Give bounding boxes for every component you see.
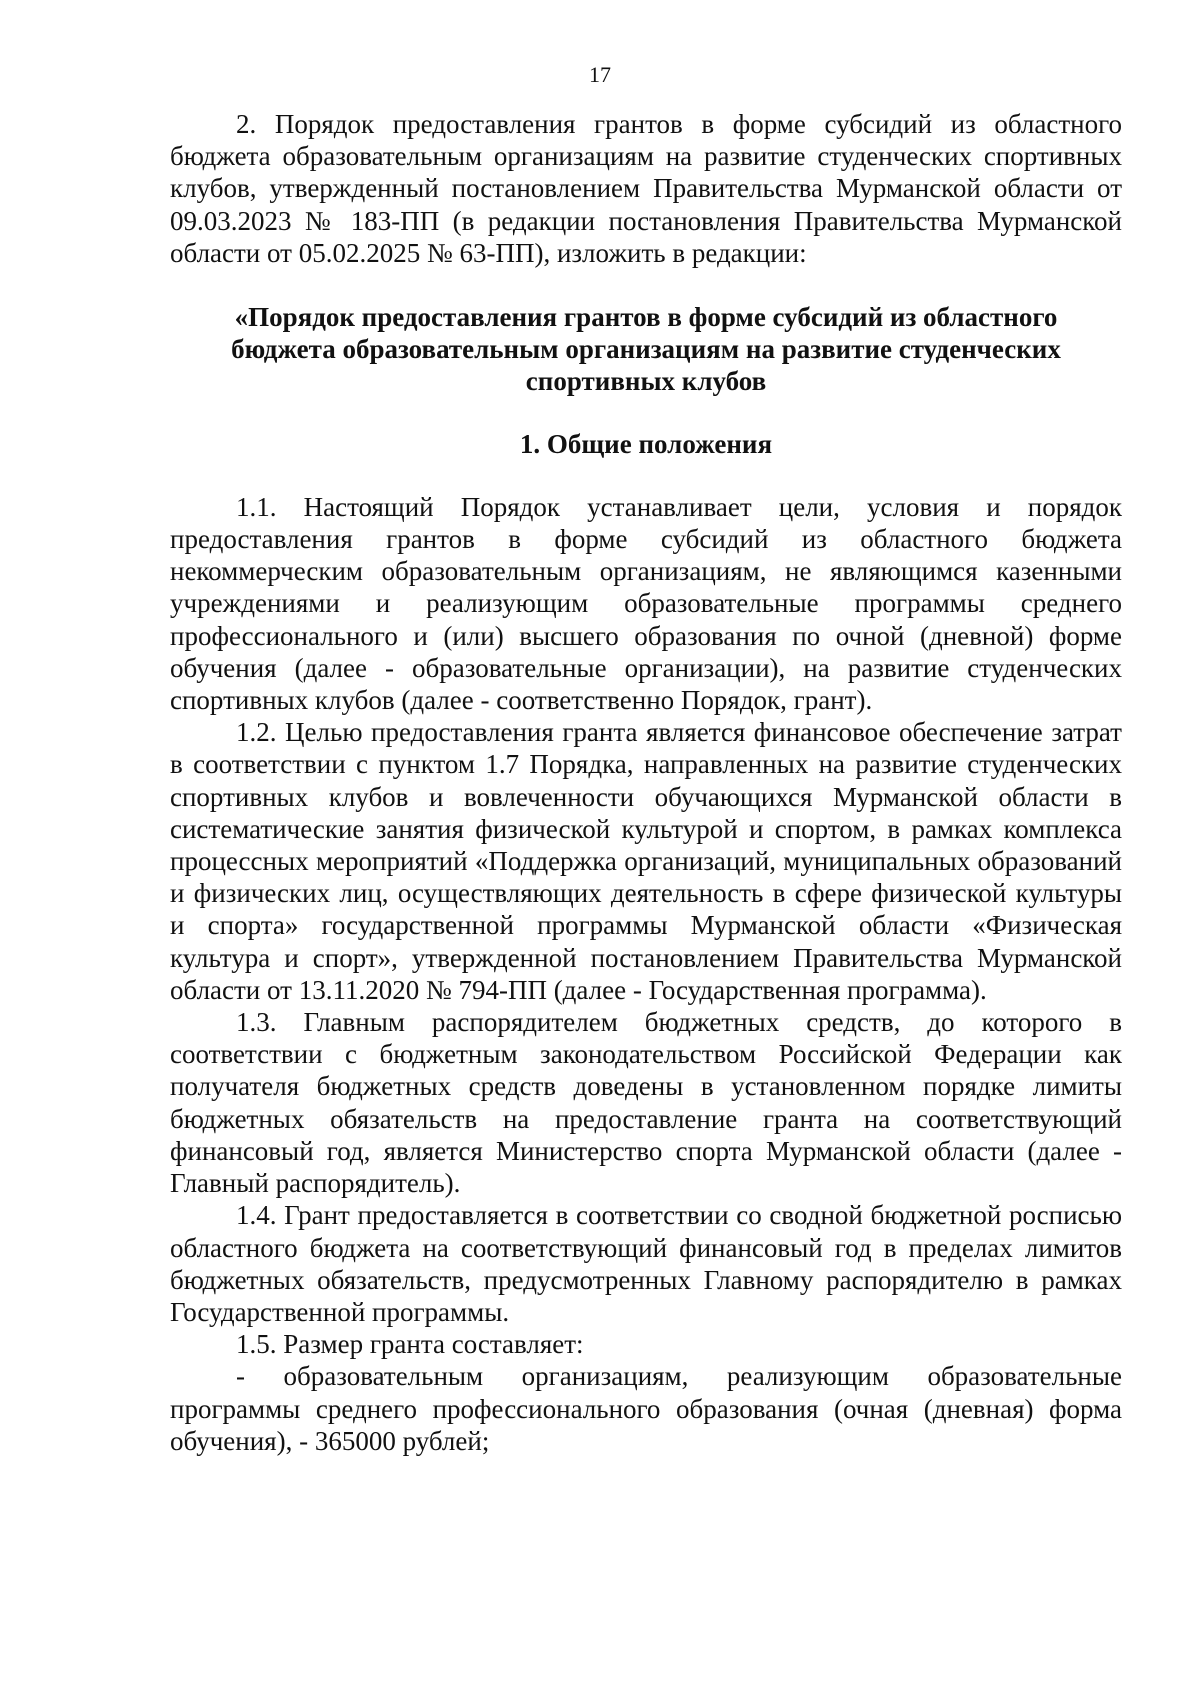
document-title: «Порядок предоставления грантов в форме субсидий из областного бюджета образовательным организациям на развитие студенческих спортивных клубов (231, 302, 1061, 397)
document-body (170, 108, 1122, 1457)
list-item: - образовательным организациям, реализующим образовательные программы среднего профессионального образования (очная (дневная) форма обучения), - 365000 рублей; (170, 1361, 1122, 1456)
paragraph-1-5: 1.5. Размер гранта составляет: (236, 1329, 584, 1360)
paragraph-1-1: 1.1. Настоящий Порядок устанавливает цели, условия и порядок предоставления грантов в форме субсидий из областного бюджета некоммерческим образовательным организациям, не являющимся казенными учреждениями и реализующим образовательные программы среднего профессионального и (или) высшего образования по очной (дневной) форме обучения (далее - образовательные организации), на развитие студенческих спортивных клубов (далее - соответственно Порядок, грант). (170, 491, 1122, 716)
section-heading: 1. Общие положения (519, 428, 773, 459)
paragraph-1-4: 1.4. Грант предоставляется в соответствии со сводной бюджетной росписью областного бюджета на соответствующий финансовый год в пределах лимитов бюджетных обязательств, предусмотренных Главному распорядителю в рамках Государственной программы. (170, 1200, 1122, 1327)
page-number: 17 (589, 62, 611, 87)
intro-paragraph: 2. Порядок предоставления грантов в форме субсидий из областного бюджета образовательным организациям на развитие студенческих спортивных клубов, утвержденный постановлением Правительства Мурманской области от 09.03.2023 № 183-ПП (в редакции постановления Правительства Мурманской области от 05.02.2025 № 63-ПП), изложить в редакции: (170, 109, 1122, 268)
paragraph-1-3: 1.3. Главным распорядителем бюджетных средств, до которого в соответствии с бюджетным законодательством Российской Федерации как получателя бюджетных средств доведены в установленном порядке лимиты бюджетных обязательств на предоставление гранта на соответствующий финансовый год, является Министерство спорта Мурманской области (далее - Главный распорядитель). (170, 1007, 1122, 1199)
paragraph-1-2: 1.2. Целью предоставления гранта является финансовое обеспечение затрат в соответствии с пунктом 1.7 Порядка, направленных на развитие студенческих спортивных клубов и вовлеченности обучающихся Мурманской области в систематические занятия физической культурой и спортом, в рамках комплекса процессных мероприятий «Поддержка организаций, муниципальных образований и физических лиц, осуществляющих деятельность в сфере физической культуры и спорта» государственной программы Мурманской области «Физическая культура и спорт», утвержденной постановлением Правительства Мурманской области от 13.11.2020 № 794-ПП (далее - Государственная программа). (170, 717, 1122, 1005)
